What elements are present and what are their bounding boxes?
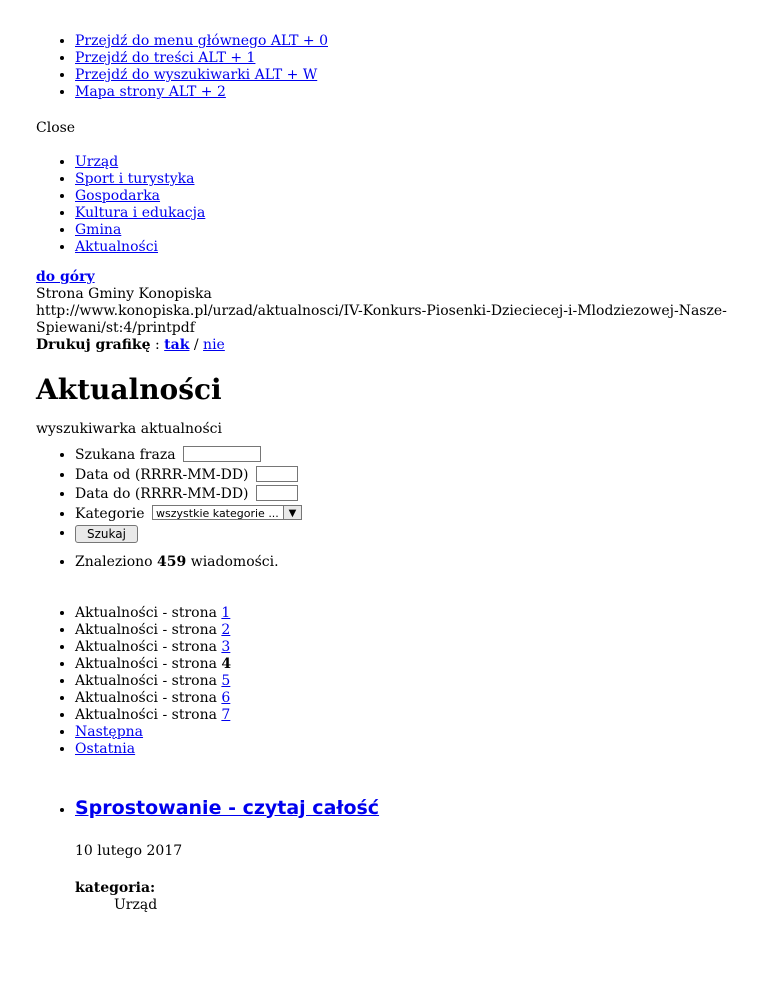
pagination-prefix: Aktualności - strona bbox=[75, 706, 222, 723]
skip-link-item bbox=[75, 33, 768, 50]
results-prefix: Znaleziono bbox=[75, 553, 158, 570]
submit-row bbox=[75, 524, 768, 544]
print-graphics-row bbox=[36, 337, 768, 354]
page-link-3[interactable]: 3 bbox=[221, 638, 231, 655]
search-caption: wyszukiwarka aktualności bbox=[36, 421, 222, 437]
menu-item-aktualnosci[interactable]: Aktualności bbox=[75, 239, 159, 255]
date-to-row bbox=[75, 485, 768, 505]
pagination-item bbox=[75, 605, 768, 622]
news-item bbox=[75, 796, 768, 914]
date-to-input[interactable] bbox=[256, 485, 298, 501]
close-label[interactable]: Close bbox=[36, 120, 76, 136]
pagination-item bbox=[75, 707, 768, 724]
pagination-prefix: Aktualności - strona bbox=[75, 604, 222, 621]
pagination-item bbox=[75, 673, 768, 690]
skip-link-item bbox=[75, 67, 768, 84]
search-submit-button[interactable]: Szukaj bbox=[75, 525, 138, 543]
menu-item-kultura[interactable]: Kultura i edukacja bbox=[75, 205, 206, 221]
last-page-link[interactable]: Ostatnia bbox=[75, 740, 136, 757]
category-select[interactable] bbox=[152, 505, 302, 520]
page-link-1[interactable]: 1 bbox=[221, 604, 231, 621]
skip-to-search-link[interactable]: Przejdź do wyszukiwarki ALT + W bbox=[75, 67, 318, 83]
next-page-link[interactable]: Następna bbox=[75, 723, 144, 740]
menu-item bbox=[75, 154, 768, 171]
menu-item bbox=[75, 239, 768, 256]
date-from-label: Data od (RRRR-MM-DD) bbox=[75, 466, 249, 483]
news-category-label: kategoria: bbox=[75, 879, 156, 896]
search-form bbox=[36, 446, 768, 544]
news-title-link[interactable]: Sprostowanie - czytaj całość bbox=[75, 796, 380, 819]
pagination-item bbox=[75, 724, 768, 741]
results-count: 459 bbox=[157, 553, 187, 570]
print-separator: / bbox=[189, 337, 204, 353]
pagination bbox=[36, 605, 768, 758]
date-to-label: Data do (RRRR-MM-DD) bbox=[75, 486, 249, 502]
results-summary bbox=[36, 554, 768, 571]
pagination-item bbox=[75, 656, 768, 673]
page-link-6[interactable]: 6 bbox=[221, 689, 231, 706]
pagination-item bbox=[75, 741, 768, 758]
print-header bbox=[36, 269, 768, 354]
news-date: 10 lutego 2017 bbox=[75, 842, 183, 859]
menu-item-urzad[interactable]: Urząd bbox=[75, 154, 119, 170]
news-list bbox=[36, 796, 768, 914]
news-category-value: Urząd bbox=[114, 896, 158, 913]
search-phrase-input[interactable] bbox=[183, 446, 261, 462]
menu-item bbox=[75, 171, 768, 188]
pagination-prefix: Aktualności - strona bbox=[75, 638, 222, 655]
category-selected-value: wszystkie kategorie ... bbox=[156, 507, 279, 520]
menu-item-gmina[interactable]: Gmina bbox=[75, 222, 122, 238]
menu-item bbox=[75, 222, 768, 239]
date-from-row bbox=[75, 466, 768, 486]
sitemap-link[interactable]: Mapa strony ALT + 2 bbox=[75, 84, 226, 100]
current-page: 4 bbox=[221, 655, 232, 672]
results-suffix: wiadomości. bbox=[186, 553, 279, 570]
search-phrase-label: Szukana fraza bbox=[75, 447, 176, 463]
category-row bbox=[75, 505, 768, 525]
page-title: Aktualności bbox=[36, 373, 222, 406]
print-graphics-yes-link[interactable]: tak bbox=[164, 337, 190, 353]
pagination-prefix: Aktualności - strona bbox=[75, 621, 222, 638]
menu-item bbox=[75, 205, 768, 222]
skip-links bbox=[36, 0, 768, 101]
pagination-prefix: Aktualności - strona bbox=[75, 672, 222, 689]
results-count-item bbox=[75, 554, 768, 571]
site-name: Strona Gminy Konopiska bbox=[36, 286, 212, 302]
pagination-prefix: Aktualności - strona bbox=[75, 689, 222, 706]
skip-to-menu-link[interactable]: Przejdź do menu głównego ALT + 0 bbox=[75, 33, 328, 49]
page-url: http://www.konopiska.pl/urzad/aktualnosci/IV-Konkurs-Piosenki-Dzieciecej-i-Mlodziezowej-Nasze-Spiewani/st:4/printpdf bbox=[36, 303, 727, 336]
menu-item-gospodarka[interactable]: Gospodarka bbox=[75, 188, 161, 204]
print-colon: : bbox=[150, 337, 165, 353]
print-graphics-no-link[interactable]: nie bbox=[203, 337, 225, 353]
skip-link-item bbox=[75, 84, 768, 101]
skip-to-content-link[interactable]: Przejdź do treści ALT + 1 bbox=[75, 50, 256, 66]
print-graphics-label: Drukuj grafikę bbox=[36, 337, 151, 353]
main-menu bbox=[36, 154, 768, 256]
skip-link-item bbox=[75, 50, 768, 67]
pagination-item bbox=[75, 622, 768, 639]
category-label: Kategorie bbox=[75, 505, 145, 522]
pagination-item bbox=[75, 639, 768, 656]
pagination-prefix: Aktualności - strona bbox=[75, 655, 222, 672]
search-phrase-row bbox=[75, 446, 768, 466]
page-link-5[interactable]: 5 bbox=[221, 672, 231, 689]
page-link-7[interactable]: 7 bbox=[221, 706, 231, 723]
pagination-item bbox=[75, 690, 768, 707]
date-from-input[interactable] bbox=[256, 466, 298, 482]
menu-item bbox=[75, 188, 768, 205]
dropdown-arrow-icon[interactable]: ▼ bbox=[283, 506, 301, 520]
menu-item-sport[interactable]: Sport i turystyka bbox=[75, 171, 195, 187]
back-to-top-link[interactable]: do góry bbox=[36, 269, 95, 285]
page-link-2[interactable]: 2 bbox=[221, 621, 231, 638]
